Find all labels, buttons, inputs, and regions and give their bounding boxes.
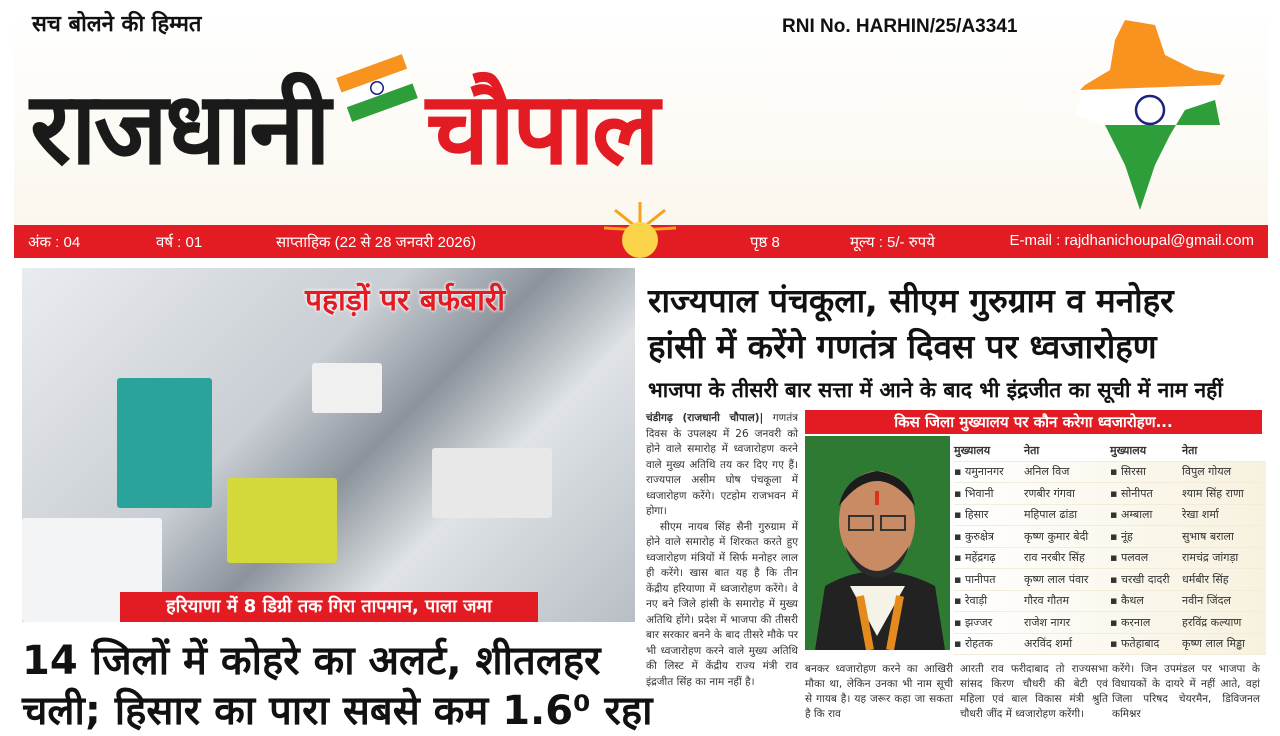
table-row [954,612,1266,634]
email-link[interactable]: E-mail : rajdhanichoupal@gmail.com [1009,232,1254,249]
table-banner: किस जिला मुख्यालय पर कौन करेगा ध्वजारोहण... [805,410,1262,434]
price: मूल्य : 5/- रुपये [850,234,935,251]
leader-name: राव नरबीर सिंह [1024,551,1085,565]
district-name: ▪ हिसार [954,508,989,522]
column-header: मुख्यालय [1110,443,1147,457]
edition-date: साप्ताहिक (22 से 28 जनवरी 2026) [276,234,476,251]
table-row [954,462,1266,484]
leader-name: रेखा शर्मा [1182,508,1219,522]
district-name: ▪ सोनीपत [1110,486,1153,500]
main-headline [648,278,1268,370]
table-row [954,548,1266,570]
table-row [954,634,1266,656]
district-name: ▪ झज्जर [954,615,993,629]
leader-name: कृष्ण लाल मिड्ढा [1182,637,1245,651]
leader-name: रामचंद्र जांगड़ा [1182,551,1239,565]
district-name: ▪ भिवानी [954,486,994,500]
year: वर्ष : 01 [156,234,203,251]
india-map-icon [1065,15,1230,215]
main-headline-line1: राज्यपाल पंचकूला, सीएम गुरुग्राम व मनोहर [648,281,1174,320]
column-header: नेता [1024,443,1040,457]
leader-name: रणबीर गंगवा [1024,486,1075,500]
leader-name: राजेश नागर [1024,615,1071,629]
district-name: ▪ पानीपत [954,572,996,586]
district-name: ▪ महेंद्रगढ़ [954,551,996,565]
issue-number: अंक : 04 [28,234,81,251]
snowfall-photo [22,268,635,622]
page-number: पृष्ठ 8 [750,234,780,251]
left-headline-line1: 14 जिलों में कोहरे का अलर्ट, शीतलहर [22,638,601,684]
article-column: करेंगे। जिन उपमंडल पर भाजपा के विधायकों के दायरे में नहीं आते, वहां जिला परिषद चेयरमैन, डिविजनल कमिश्नर [1112,663,1260,720]
newspaper-title-part1: राजधानी [30,70,328,187]
district-name: ▪ नूंह [1110,529,1133,543]
leader-name: कृष्ण कुमार बेदी [1024,529,1089,543]
column-header: मुख्यालय [954,443,991,457]
flag-hoisting-table [954,440,1266,655]
table-row [954,569,1266,591]
leader-name: कृष्ण लाल पंवार [1024,572,1089,586]
leader-name: गौरव गौतम [1024,594,1070,608]
district-name: ▪ पलवल [1110,551,1149,565]
leader-name: हरविंद्र कल्याण [1182,615,1242,629]
district-name: ▪ रेवाड़ी [954,594,988,608]
table-header [954,440,1266,462]
district-name: ▪ अम्बाला [1110,508,1153,522]
newspaper-title [30,64,657,194]
sun-icon [600,200,680,258]
leader-name: नवीन जिंदल [1182,594,1231,608]
column-header: नेता [1182,443,1198,457]
district-name: ▪ यमुनानगर [954,465,1004,479]
leader-name: धर्मबीर सिंह [1182,572,1229,586]
leader-name: सुभाष बराला [1182,529,1234,543]
leader-name: अनिल विज [1024,465,1070,479]
left-headline [22,636,653,736]
photo-title: पहाड़ों पर बर्फबारी [305,283,505,318]
article-column [646,411,798,690]
district-name: ▪ कैथल [1110,594,1144,608]
flag-icon [336,53,418,122]
left-headline-line2: चली; हिसार का पारा सबसे कम 1.6⁰ रहा [22,688,653,734]
district-name: ▪ चरखी दादरी [1110,572,1170,586]
tagline: सच बोलने की हिम्मत [32,12,202,37]
table-row [954,505,1266,527]
article-paragraph: गणतंत्र दिवस के उपलक्ष्य में 26 जनवरी को होने वाले समारोह में ध्वजारोहण करने वाले मुख्य अतिथि तय कर दिए गए हैं। राज्यपाल असीम घोष पंचकूला में ध्वजारोहण करेंगे। एटहोम राजभवन में होगा। [646,412,798,517]
leader-name: महिपाल ढांडा [1024,508,1078,522]
article-column: आरती राव फरीदाबाद तो राज्यसभा सांसद किरण चौधरी की बेटी एवं महिला एवं बाल विकास मंत्री श्रुति चौधरी जींद में ध्वजारोहण करेंगी। [960,663,1108,720]
main-headline-line2: हांसी में करेंगे गणतंत्र दिवस पर ध्वजारोहण [648,327,1157,366]
district-name: ▪ सिरसा [1110,465,1147,479]
district-name: ▪ फतेहाबाद [1110,637,1160,651]
leader-name: विपुल गोयल [1182,465,1232,479]
article-paragraph: सीएम नायब सिंह सैनी गुरुग्राम में होने वाले समारोह में शिरकत करते हुए ध्वजारोहण मंत्रियों में सिर्फ मनोहर लाल ही करेंगे। खास बात यह है कि तीन केंद्रीय हरियाणा में ध्वजारोहण करेंगे। वे नए बने जिले हांसी के समारोह में मुख्य अतिथि होंगे। प्रदेश में भाजपा की तीसरी बार सरकार बनने के बाद तीसरे मौके पर भी ध्वजारोहण करने वाले मुख्य अतिथि की लिस्ट में केंद्रीय राज्य मंत्री राव इंद्रजीत सिंह का नाम नहीं है। [646,520,798,688]
rni-number: RNI No. HARHIN/25/A3341 [782,16,1018,37]
leader-name: श्याम सिंह राणा [1182,486,1244,500]
photo-caption: हरियाणा में 8 डिग्री तक गिरा तापमान, पाला जमा [120,592,538,622]
district-name: ▪ रोहतक [954,637,993,651]
article-column: बनकर ध्वजारोहण करने का आखिरी मौका था, लेकिन उनका भी नाम सूची से गायब है। यह जरूर कहा जा सकता है कि राव [805,663,953,720]
minister-photo [805,436,950,650]
table-row [954,591,1266,613]
leader-name: अरविंद शर्मा [1024,637,1073,651]
dateline: चंडीगढ़ (राजधानी चौपाल)| [646,412,764,424]
district-name: ▪ कुरुक्षेत्र [954,529,994,543]
table-row [954,483,1266,505]
newspaper-title-part2: चौपाल [425,70,657,187]
table-row [954,526,1266,548]
district-name: ▪ करनाल [1110,615,1151,629]
subheadline: भाजपा के तीसरी बार सत्ता में आने के बाद भी इंद्रजीत का सूची में नाम नहीं [648,378,1223,402]
